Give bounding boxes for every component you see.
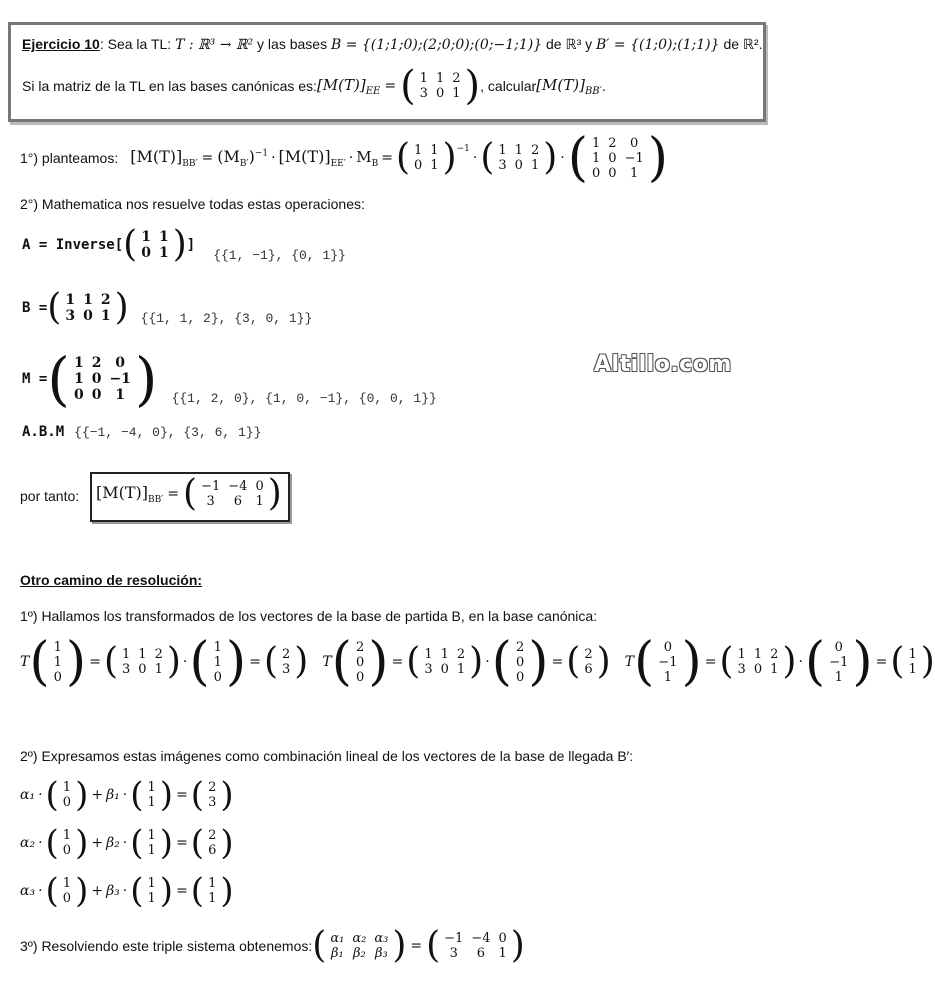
result-matrix: ( −1 −4 0 3 6 1 ): [183, 473, 282, 514]
statement-text: Si la matriz de la TL en las bases canónicas es:: [22, 78, 317, 94]
combination-2: α₂ · ( 1 0 ) + β₂ · ( 1 1 ) = ( 2 6 ): [20, 823, 234, 863]
result-lhs: $[M(T)]_{BB'}$: [96, 482, 164, 506]
matrix-label-BB: $[M(T)]_{BB'}$: [536, 75, 602, 97]
mathematica-M: M = ( 1 2 0 1 0 −1 0 0 1 ) {{1, 2, 0}, {1, 0, −1}, {0, 0, 1}}: [22, 345, 437, 413]
ABM-output: {{−1, −4, 0}, {3, 6, 1}}: [74, 424, 262, 440]
paragraph-3: 3º) Resolviendo este triple sistema obtenemos: ( α₁ α₂ α₃ β₁ β₂ β₃ ) = ( −1 −4 0 3 6 1 ): [20, 925, 525, 966]
A-output: {{1, −1}, {0, 1}}: [213, 248, 346, 263]
paragraph-1: 1º) Hallamos los transformados de los vectores de la base de partida B, en la base canónica:: [20, 608, 598, 624]
exercise-label: Ejercicio 10: [22, 36, 100, 52]
B-input-matrix: ( 1 1 2 3 0 1 ): [47, 287, 129, 328]
final-matrix: ( −1 −4 0 3 6 1 ): [426, 925, 525, 966]
statement-text: de ℝ².: [723, 36, 763, 52]
statement-text: y las bases: [257, 36, 331, 52]
result-label: por tanto:: [20, 488, 80, 504]
result-expression: $[M(T)]_{BB'}$ = ( −1 −4 0 3 6 1 ): [96, 473, 282, 514]
transform-row: T ( 1 1 0 ) = ( 1 1 2 3 0 1 ) · ( 1 1 0 ) = ( 2 3 ) T ( 2 0 0 ) = ( 1 1 2 3 0 1 ) · ( 2 0 0 ) = ( 2 6 ) T ( 0 −1 1 ) = ( 1 1 2 3 0 1 ) · ( 0 −1 1 ) = ( 1 1 ): [20, 632, 935, 692]
mid-matrix-label: $[M(T)]_{EE'}$: [278, 146, 346, 170]
exercise-line-2: Si la matriz de la TL en las bases canónicas es: $[M(T)]_{EE}$ = ( 1 1 2 3 0 1 ) , calcular $[M(T)]_{BB'}$ .: [22, 63, 606, 109]
statement-text: , calcular: [480, 78, 537, 94]
B-output: {{1, 1, 2}, {3, 0, 1}}: [140, 310, 313, 326]
mB-label: $M_B$: [356, 147, 379, 169]
canonical-matrix: ( 1 1 2 3 0 1 ): [400, 63, 481, 109]
mathematica-A: A = Inverse[ ( 1 1 0 1 ) ] {{1, −1}, {0, 1}}: [22, 223, 346, 265]
mathematica-ABM: A.B.M {{−1, −4, 0}, {3, 6, 1}}: [22, 424, 262, 440]
step-1-line: 1°) planteamos: $[M(T)]_{BB'}$ = $(M_{B'})^{-1}$ · $[M(T)]_{EE'}$ · $M_B$ = ( 1 1 0 1 ) $^{-1}$ · ( 1 1 2 3 0 1 ) · ( 1 2 0 1 0 −1 0 0 1 ): [20, 128, 669, 188]
statement-text: de ℝ³ y: [546, 36, 597, 52]
combination-3: α₃ · ( 1 0 ) + β₃ · ( 1 1 ) = ( 1 1 ): [20, 871, 234, 911]
paragraph-2: 2º) Expresamos estas imágenes como combinación lineal de los vectores de la base de llegada B′:: [20, 748, 634, 764]
matrix-label-EE: $[M(T)]_{EE}$: [316, 75, 381, 97]
mathematica-B: B = ( 1 1 2 3 0 1 ) {{1, 1, 2}, {3, 0, 1}}: [22, 287, 313, 328]
basis-B: B = {(1;1;0);(2;0;0);(0;−1;1)}: [330, 37, 543, 53]
transformation-map: T : ℝ³ → ℝ²: [175, 37, 254, 53]
step-2-label: 2°) Mathematica nos resuelve todas estas operaciones:: [20, 196, 365, 212]
matrix-1: ( 1 1 0 1 ): [395, 137, 457, 178]
M-output: {{1, 2, 0}, {1, 0, −1}, {0, 0, 1}}: [171, 390, 437, 406]
matrix-2: ( 1 1 2 3 0 1 ): [480, 137, 558, 178]
step-1-label: 1°) planteamos:: [20, 150, 119, 166]
statement-text: : Sea la TL:: [99, 36, 176, 52]
A-input-matrix: ( 1 1 0 1 ): [123, 223, 187, 265]
exercise-line-1: [22, 36, 763, 53]
matrix-3: ( 1 2 0 1 0 −1 0 0 1 ): [567, 128, 669, 188]
combination-1: α₁ · ( 1 0 ) + β₁ · ( 1 1 ) = ( 2 3 ): [20, 775, 234, 815]
alpha-beta-matrix: ( α₁ α₂ α₃ β₁ β₂ β₃ ): [312, 925, 407, 966]
mb-inverse-label: $(M_{B'})^{-1}$: [217, 146, 269, 170]
basis-B-prime: B′ = {(1;0);(1;1)}: [596, 37, 720, 53]
watermark-logo: Altillo.com: [594, 352, 732, 377]
section-title: Otro camino de resolución:: [20, 572, 203, 588]
lhs-matrix-label: $[M(T)]_{BB'}$: [130, 146, 198, 170]
M-input-matrix: ( 1 2 0 1 0 −1 0 0 1 ): [47, 345, 158, 413]
